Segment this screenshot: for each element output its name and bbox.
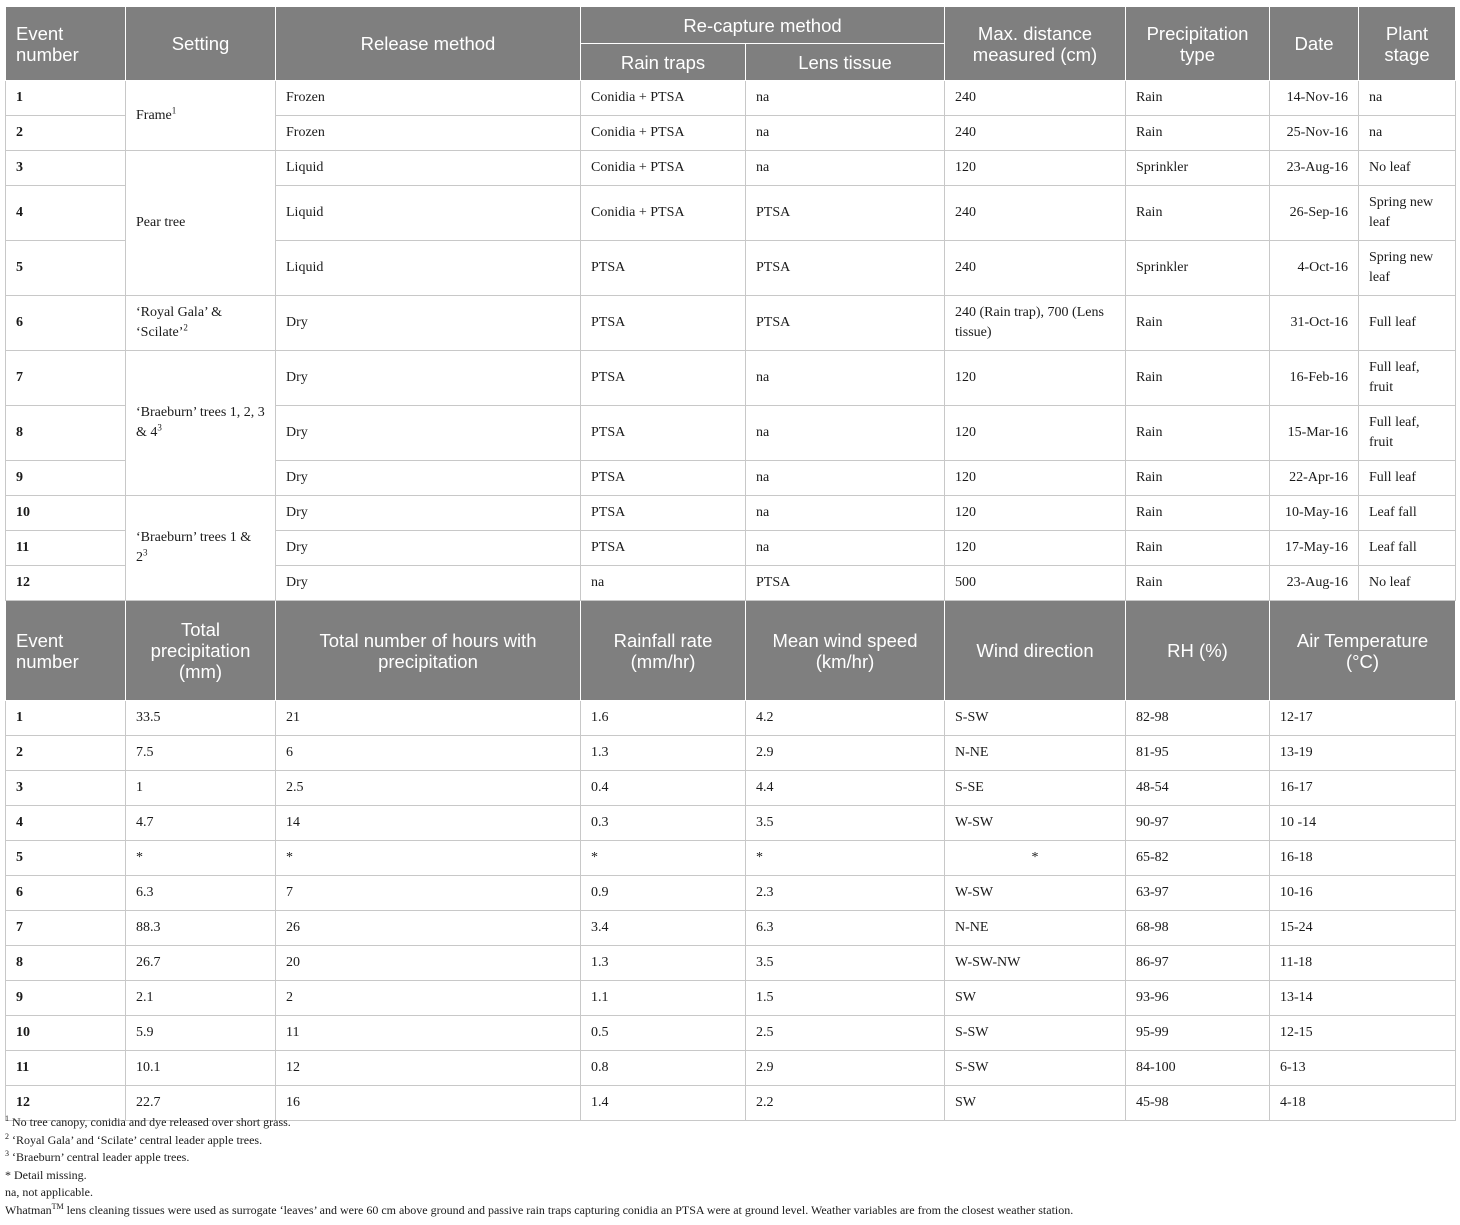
air-temperature-cell: 10 -14 bbox=[1270, 806, 1456, 841]
precipitation-type-cell: Rain bbox=[1126, 81, 1270, 116]
events-table bbox=[5, 6, 1456, 1121]
footnote-mark: 3 bbox=[5, 1149, 9, 1159]
wind-direction-cell: S-SW bbox=[945, 1016, 1126, 1051]
wind-speed-cell: 3.5 bbox=[746, 946, 945, 981]
rainfall-rate-cell: * bbox=[581, 841, 746, 876]
date-cell: 16-Feb-16 bbox=[1270, 351, 1359, 406]
release-method-cell: Liquid bbox=[276, 151, 581, 186]
table-row bbox=[6, 701, 1456, 736]
event-number-cell: 11 bbox=[6, 1051, 126, 1086]
table-row bbox=[6, 806, 1456, 841]
date-cell: 31-Oct-16 bbox=[1270, 296, 1359, 351]
rainfall-rate-cell: 1.1 bbox=[581, 981, 746, 1016]
plant-stage-cell: Leaf fall bbox=[1359, 531, 1456, 566]
lens-tissue-cell: na bbox=[746, 81, 945, 116]
footnote-mark: 1 bbox=[5, 1114, 9, 1123]
event-number-cell: 4 bbox=[6, 806, 126, 841]
setting-text: ‘Royal Gala’ & ‘Scilate’ bbox=[136, 305, 223, 340]
rainfall-rate-cell: 1.3 bbox=[581, 946, 746, 981]
lens-tissue-cell: PTSA bbox=[746, 566, 945, 601]
rainfall-rate-cell: 3.4 bbox=[581, 911, 746, 946]
setting-cell bbox=[126, 496, 276, 601]
total-precipitation-cell: 22.7 bbox=[126, 1086, 276, 1121]
precipitation-type-cell: Sprinkler bbox=[1126, 241, 1270, 296]
date-cell: 10-May-16 bbox=[1270, 496, 1359, 531]
table-row bbox=[6, 946, 1456, 981]
date-cell: 4-Oct-16 bbox=[1270, 241, 1359, 296]
date-cell: 23-Aug-16 bbox=[1270, 566, 1359, 601]
total-precipitation-cell: 26.7 bbox=[126, 946, 276, 981]
total-precipitation-cell: 33.5 bbox=[126, 701, 276, 736]
rainfall-rate-cell: 0.9 bbox=[581, 876, 746, 911]
table-row bbox=[6, 771, 1456, 806]
header-lens-tissue: Lens tissue bbox=[746, 44, 945, 81]
footnote-2 bbox=[5, 1132, 1455, 1150]
table-row bbox=[6, 296, 1456, 351]
precipitation-type-cell: Rain bbox=[1126, 296, 1270, 351]
max-distance-cell: 240 (Rain trap), 700 (Lens tissue) bbox=[945, 296, 1126, 351]
date-cell: 17-May-16 bbox=[1270, 531, 1359, 566]
event-number-cell: 2 bbox=[6, 736, 126, 771]
rain-traps-cell: PTSA bbox=[581, 406, 746, 461]
lens-tissue-cell: na bbox=[746, 496, 945, 531]
hours-precipitation-cell: 16 bbox=[276, 1086, 581, 1121]
wind-direction-cell: * bbox=[945, 841, 1126, 876]
total-precipitation-cell: 10.1 bbox=[126, 1051, 276, 1086]
plant-stage-cell: na bbox=[1359, 81, 1456, 116]
rain-traps-cell: PTSA bbox=[581, 241, 746, 296]
event-number-cell: 12 bbox=[6, 1086, 126, 1121]
header-air-temperature: Air Temperature (°C) bbox=[1270, 601, 1456, 701]
rh-cell: 95-99 bbox=[1126, 1016, 1270, 1051]
lens-tissue-cell: PTSA bbox=[746, 241, 945, 296]
header-total-precipitation: Total precipitation (mm) bbox=[126, 601, 276, 701]
wind-speed-cell: 2.9 bbox=[746, 1051, 945, 1086]
wind-direction-cell: SW bbox=[945, 1086, 1126, 1121]
event-number-cell: 5 bbox=[6, 841, 126, 876]
event-number-cell: 2 bbox=[6, 116, 126, 151]
max-distance-cell: 240 bbox=[945, 116, 1126, 151]
event-number-cell: 7 bbox=[6, 351, 126, 406]
rain-traps-cell: PTSA bbox=[581, 296, 746, 351]
precipitation-type-cell: Rain bbox=[1126, 406, 1270, 461]
wind-direction-cell: S-SW bbox=[945, 1051, 1126, 1086]
event-number-cell: 8 bbox=[6, 406, 126, 461]
air-temperature-cell: 4-18 bbox=[1270, 1086, 1456, 1121]
wind-direction-cell: SW bbox=[945, 981, 1126, 1016]
rain-traps-cell: PTSA bbox=[581, 351, 746, 406]
footnotes bbox=[5, 1114, 1455, 1220]
total-precipitation-cell: * bbox=[126, 841, 276, 876]
footnote-1 bbox=[5, 1114, 1455, 1132]
rainfall-rate-cell: 1.3 bbox=[581, 736, 746, 771]
setting-text: Pear tree bbox=[136, 215, 186, 230]
lens-tissue-cell: na bbox=[746, 406, 945, 461]
plant-stage-cell: Full leaf, fruit bbox=[1359, 406, 1456, 461]
plant-stage-cell: No leaf bbox=[1359, 566, 1456, 601]
event-number-cell: 5 bbox=[6, 241, 126, 296]
plant-stage-cell: Leaf fall bbox=[1359, 496, 1456, 531]
precipitation-type-cell: Rain bbox=[1126, 186, 1270, 241]
table-row bbox=[6, 981, 1456, 1016]
footnote-3 bbox=[5, 1149, 1455, 1167]
data-table-wrapper bbox=[5, 6, 1455, 1121]
setting-footnote-mark: 3 bbox=[157, 422, 162, 433]
rh-cell: 48-54 bbox=[1126, 771, 1270, 806]
precipitation-type-cell: Rain bbox=[1126, 461, 1270, 496]
setting-cell bbox=[126, 351, 276, 496]
wind-direction-cell: S-SE bbox=[945, 771, 1126, 806]
rainfall-rate-cell: 1.4 bbox=[581, 1086, 746, 1121]
event-number-cell: 10 bbox=[6, 496, 126, 531]
wind-direction-cell: S-SW bbox=[945, 701, 1126, 736]
rain-traps-cell: Conidia + PTSA bbox=[581, 186, 746, 241]
table-row bbox=[6, 911, 1456, 946]
release-method-cell: Dry bbox=[276, 461, 581, 496]
hours-precipitation-cell: 11 bbox=[276, 1016, 581, 1051]
wind-speed-cell: * bbox=[746, 841, 945, 876]
plant-stage-cell: Full leaf bbox=[1359, 296, 1456, 351]
setting-footnote-mark: 1 bbox=[171, 104, 177, 115]
setting-text: ‘Braeburn’ trees 1, 2, 3 & 4 bbox=[136, 405, 265, 440]
table-row bbox=[6, 1016, 1456, 1051]
setting-text: Frame bbox=[136, 107, 172, 123]
header-event-number: Event number bbox=[6, 7, 126, 81]
release-method-cell: Dry bbox=[276, 566, 581, 601]
rain-traps-cell: na bbox=[581, 566, 746, 601]
header-precipitation-type: Precipitation type bbox=[1126, 7, 1270, 81]
wind-speed-cell: 4.4 bbox=[746, 771, 945, 806]
precipitation-type-cell: Rain bbox=[1126, 531, 1270, 566]
plant-stage-cell: Spring new leaf bbox=[1359, 241, 1456, 296]
header-wind-direction: Wind direction bbox=[945, 601, 1126, 701]
rh-cell: 63-97 bbox=[1126, 876, 1270, 911]
air-temperature-cell: 13-19 bbox=[1270, 736, 1456, 771]
plant-stage-cell: Spring new leaf bbox=[1359, 186, 1456, 241]
total-precipitation-cell: 2.1 bbox=[126, 981, 276, 1016]
total-precipitation-cell: 6.3 bbox=[126, 876, 276, 911]
max-distance-cell: 500 bbox=[945, 566, 1126, 601]
precipitation-type-cell: Rain bbox=[1126, 566, 1270, 601]
rh-cell: 93-96 bbox=[1126, 981, 1270, 1016]
event-number-cell: 9 bbox=[6, 461, 126, 496]
event-number-cell: 9 bbox=[6, 981, 126, 1016]
hours-precipitation-cell: 12 bbox=[276, 1051, 581, 1086]
precipitation-type-cell: Rain bbox=[1126, 496, 1270, 531]
wind-speed-cell: 2.2 bbox=[746, 1086, 945, 1121]
max-distance-cell: 120 bbox=[945, 151, 1126, 186]
footnote-mark: 2 bbox=[5, 1131, 9, 1141]
setting-text: ‘Braeburn’ trees 1 & 2 bbox=[136, 530, 252, 565]
rh-cell: 86-97 bbox=[1126, 946, 1270, 981]
wind-speed-cell: 3.5 bbox=[746, 806, 945, 841]
max-distance-cell: 120 bbox=[945, 531, 1126, 566]
lens-tissue-cell: na bbox=[746, 531, 945, 566]
rainfall-rate-cell: 0.5 bbox=[581, 1016, 746, 1051]
hours-precipitation-cell: 6 bbox=[276, 736, 581, 771]
table-row bbox=[6, 1051, 1456, 1086]
rain-traps-cell: PTSA bbox=[581, 496, 746, 531]
max-distance-cell: 240 bbox=[945, 241, 1126, 296]
footnote-whatman bbox=[5, 1202, 1455, 1220]
date-cell: 25-Nov-16 bbox=[1270, 116, 1359, 151]
wind-direction-cell: W-SW bbox=[945, 806, 1126, 841]
table-row bbox=[6, 151, 1456, 186]
event-number-cell: 1 bbox=[6, 701, 126, 736]
air-temperature-cell: 16-17 bbox=[1270, 771, 1456, 806]
wind-speed-cell: 2.9 bbox=[746, 736, 945, 771]
setting-cell bbox=[126, 151, 276, 296]
header-hours-precipitation: Total number of hours with precipitation bbox=[276, 601, 581, 701]
air-temperature-cell: 12-15 bbox=[1270, 1016, 1456, 1051]
air-temperature-cell: 11-18 bbox=[1270, 946, 1456, 981]
footnote-text: No tree canopy, conidia and dye released over short grass. bbox=[9, 1115, 291, 1129]
max-distance-cell: 240 bbox=[945, 81, 1126, 116]
header-rainfall-rate: Rainfall rate (mm/hr) bbox=[581, 601, 746, 701]
rain-traps-cell: PTSA bbox=[581, 531, 746, 566]
brand-name: Whatman bbox=[5, 1202, 52, 1217]
max-distance-cell: 120 bbox=[945, 496, 1126, 531]
date-cell: 26-Sep-16 bbox=[1270, 186, 1359, 241]
plant-stage-cell: No leaf bbox=[1359, 151, 1456, 186]
hours-precipitation-cell: 26 bbox=[276, 911, 581, 946]
hours-precipitation-cell: 20 bbox=[276, 946, 581, 981]
header-setting: Setting bbox=[126, 7, 276, 81]
table2-header-row bbox=[6, 601, 1456, 701]
rh-cell: 84-100 bbox=[1126, 1051, 1270, 1086]
air-temperature-cell: 16-18 bbox=[1270, 841, 1456, 876]
air-temperature-cell: 10-16 bbox=[1270, 876, 1456, 911]
header-date: Date bbox=[1270, 7, 1359, 81]
rh-cell: 81-95 bbox=[1126, 736, 1270, 771]
header-wind-speed: Mean wind speed (km/hr) bbox=[746, 601, 945, 701]
footnote-detail-missing: * Detail missing. bbox=[5, 1167, 87, 1182]
release-method-cell: Dry bbox=[276, 406, 581, 461]
date-cell: 22-Apr-16 bbox=[1270, 461, 1359, 496]
event-number-cell: 12 bbox=[6, 566, 126, 601]
event-number-cell: 1 bbox=[6, 81, 126, 116]
rain-traps-cell: PTSA bbox=[581, 461, 746, 496]
table1-header-row bbox=[6, 7, 1456, 44]
table-row bbox=[6, 841, 1456, 876]
release-method-cell: Liquid bbox=[276, 186, 581, 241]
footnote-text: lens cleaning tissues were used as surrogate ‘leaves’ and were 60 cm above ground and passive rain traps capturing conidia an PTSA were at ground level. Weather variables are from the closest weather station. bbox=[63, 1202, 1074, 1217]
release-method-cell: Dry bbox=[276, 531, 581, 566]
precipitation-type-cell: Rain bbox=[1126, 116, 1270, 151]
event-number-cell: 10 bbox=[6, 1016, 126, 1051]
hours-precipitation-cell: * bbox=[276, 841, 581, 876]
header-rh: RH (%) bbox=[1126, 601, 1270, 701]
header-release-method: Release method bbox=[276, 7, 581, 81]
event-number-cell: 7 bbox=[6, 911, 126, 946]
hours-precipitation-cell: 21 bbox=[276, 701, 581, 736]
event-number-cell: 8 bbox=[6, 946, 126, 981]
table-row bbox=[6, 81, 1456, 116]
trademark-mark: TM bbox=[51, 1201, 64, 1211]
wind-speed-cell: 6.3 bbox=[746, 911, 945, 946]
lens-tissue-cell: PTSA bbox=[746, 296, 945, 351]
release-method-cell: Dry bbox=[276, 496, 581, 531]
rain-traps-cell: Conidia + PTSA bbox=[581, 81, 746, 116]
air-temperature-cell: 15-24 bbox=[1270, 911, 1456, 946]
header-recapture-method: Re-capture method bbox=[581, 7, 945, 44]
wind-direction-cell: N-NE bbox=[945, 736, 1126, 771]
wind-speed-cell: 2.5 bbox=[746, 1016, 945, 1051]
hours-precipitation-cell: 7 bbox=[276, 876, 581, 911]
release-method-cell: Liquid bbox=[276, 241, 581, 296]
total-precipitation-cell: 7.5 bbox=[126, 736, 276, 771]
setting-footnote-mark: 3 bbox=[143, 547, 148, 558]
rainfall-rate-cell: 0.3 bbox=[581, 806, 746, 841]
wind-speed-cell: 2.3 bbox=[746, 876, 945, 911]
release-method-cell: Dry bbox=[276, 351, 581, 406]
header-max-distance: Max. distance measured (cm) bbox=[945, 7, 1126, 81]
header-rain-traps: Rain traps bbox=[581, 44, 746, 81]
air-temperature-cell: 13-14 bbox=[1270, 981, 1456, 1016]
lens-tissue-cell: na bbox=[746, 116, 945, 151]
header2-event-number: Event number bbox=[6, 601, 126, 701]
wind-speed-cell: 1.5 bbox=[746, 981, 945, 1016]
rainfall-rate-cell: 0.4 bbox=[581, 771, 746, 806]
setting-cell bbox=[126, 81, 276, 151]
lens-tissue-cell: PTSA bbox=[746, 186, 945, 241]
lens-tissue-cell: na bbox=[746, 151, 945, 186]
hours-precipitation-cell: 2 bbox=[276, 981, 581, 1016]
date-cell: 14-Nov-16 bbox=[1270, 81, 1359, 116]
plant-stage-cell: na bbox=[1359, 116, 1456, 151]
event-number-cell: 11 bbox=[6, 531, 126, 566]
event-number-cell: 6 bbox=[6, 876, 126, 911]
table-row bbox=[6, 496, 1456, 531]
table-row bbox=[6, 876, 1456, 911]
release-method-cell: Frozen bbox=[276, 116, 581, 151]
max-distance-cell: 120 bbox=[945, 461, 1126, 496]
hours-precipitation-cell: 14 bbox=[276, 806, 581, 841]
total-precipitation-cell: 4.7 bbox=[126, 806, 276, 841]
rh-cell: 68-98 bbox=[1126, 911, 1270, 946]
total-precipitation-cell: 88.3 bbox=[126, 911, 276, 946]
lens-tissue-cell: na bbox=[746, 351, 945, 406]
setting-footnote-mark: 2 bbox=[183, 322, 188, 333]
footnote-text: ‘Braeburn’ central leader apple trees. bbox=[9, 1150, 190, 1165]
event-number-cell: 3 bbox=[6, 151, 126, 186]
table-row bbox=[6, 736, 1456, 771]
rh-cell: 82-98 bbox=[1126, 701, 1270, 736]
wind-direction-cell: N-NE bbox=[945, 911, 1126, 946]
plant-stage-cell: Full leaf, fruit bbox=[1359, 351, 1456, 406]
event-number-cell: 6 bbox=[6, 296, 126, 351]
date-cell: 23-Aug-16 bbox=[1270, 151, 1359, 186]
air-temperature-cell: 6-13 bbox=[1270, 1051, 1456, 1086]
max-distance-cell: 240 bbox=[945, 186, 1126, 241]
rainfall-rate-cell: 0.8 bbox=[581, 1051, 746, 1086]
date-cell: 15-Mar-16 bbox=[1270, 406, 1359, 461]
plant-stage-cell: Full leaf bbox=[1359, 461, 1456, 496]
event-number-cell: 4 bbox=[6, 186, 126, 241]
release-method-cell: Dry bbox=[276, 296, 581, 351]
total-precipitation-cell: 5.9 bbox=[126, 1016, 276, 1051]
setting-cell bbox=[126, 296, 276, 351]
rainfall-rate-cell: 1.6 bbox=[581, 701, 746, 736]
wind-direction-cell: W-SW bbox=[945, 876, 1126, 911]
rain-traps-cell: Conidia + PTSA bbox=[581, 151, 746, 186]
footnote-text: ‘Royal Gala’ and ‘Scilate’ central leader apple trees. bbox=[9, 1132, 263, 1147]
wind-speed-cell: 4.2 bbox=[746, 701, 945, 736]
precipitation-type-cell: Sprinkler bbox=[1126, 151, 1270, 186]
footnote-not-applicable: na, not applicable. bbox=[5, 1185, 93, 1200]
lens-tissue-cell: na bbox=[746, 461, 945, 496]
max-distance-cell: 120 bbox=[945, 351, 1126, 406]
rh-cell: 45-98 bbox=[1126, 1086, 1270, 1121]
header-plant-stage: Plant stage bbox=[1359, 7, 1456, 81]
event-number-cell: 3 bbox=[6, 771, 126, 806]
wind-direction-cell: W-SW-NW bbox=[945, 946, 1126, 981]
table-row bbox=[6, 351, 1456, 406]
rh-cell: 90-97 bbox=[1126, 806, 1270, 841]
hours-precipitation-cell: 2.5 bbox=[276, 771, 581, 806]
total-precipitation-cell: 1 bbox=[126, 771, 276, 806]
rain-traps-cell: Conidia + PTSA bbox=[581, 116, 746, 151]
rh-cell: 65-82 bbox=[1126, 841, 1270, 876]
release-method-cell: Frozen bbox=[276, 81, 581, 116]
air-temperature-cell: 12-17 bbox=[1270, 701, 1456, 736]
max-distance-cell: 120 bbox=[945, 406, 1126, 461]
precipitation-type-cell: Rain bbox=[1126, 351, 1270, 406]
